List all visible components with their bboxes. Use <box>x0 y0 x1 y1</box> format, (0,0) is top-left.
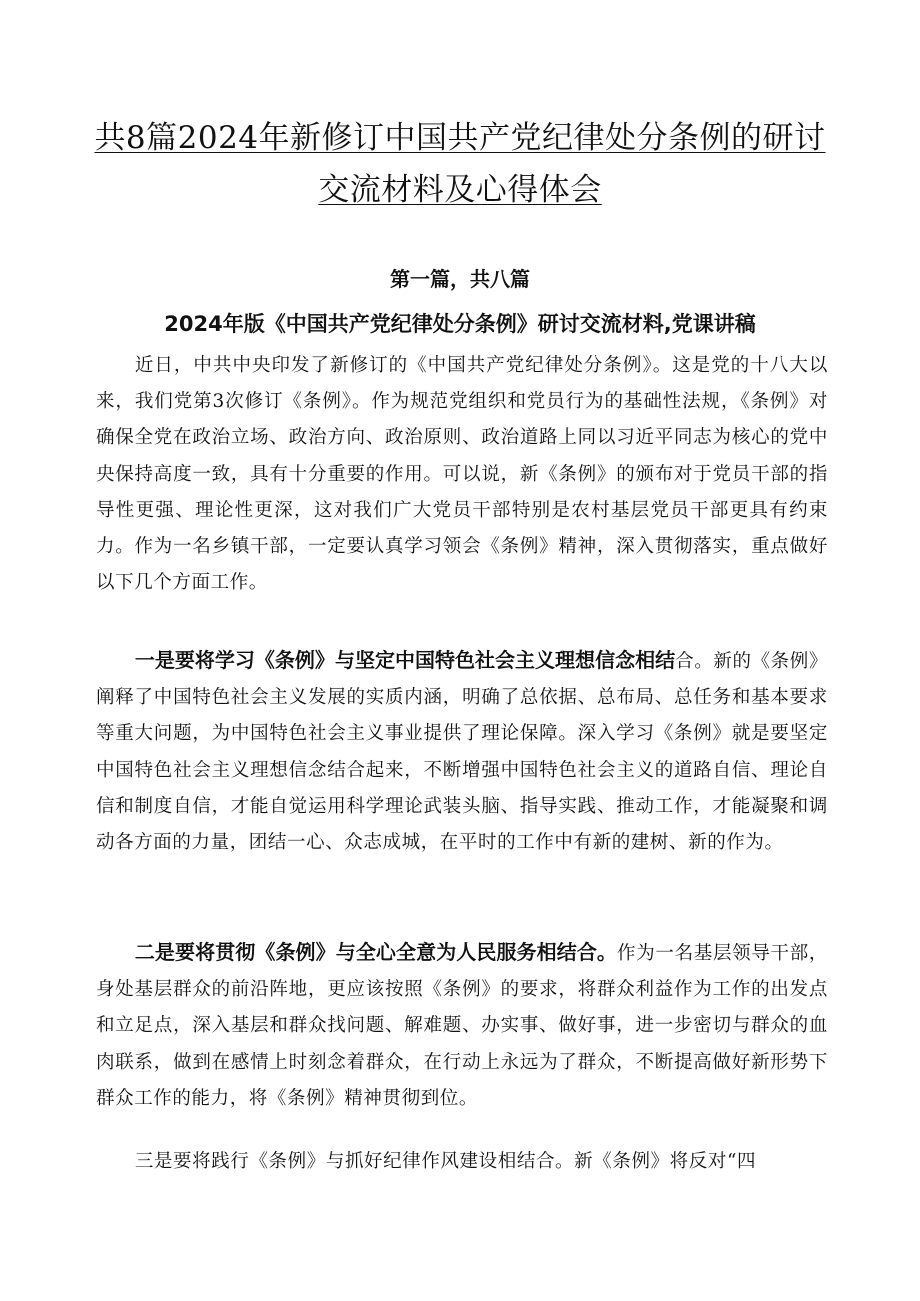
document-subtitle: 2024年版《中国共产党纪律处分条例》研讨交流材料,党课讲稿 <box>164 312 756 336</box>
paragraph-intro <box>96 348 828 601</box>
section-label: 第一篇，共八篇 <box>390 267 530 291</box>
document-title: 共8篇2024年新修订中国共产党纪律处分条例的研讨交流材料及心得体会 <box>94 120 826 208</box>
paragraph-lead: 一是要将学习《条例》与坚定中国特色社会主义理想信念相结 <box>134 648 676 672</box>
paragraph-text: 作为一名基层领导干部，身处基层群众的前沿阵地，更应该按照《条例》的要求，将群众利益作为工作的出发点和立足点，深入基层和群众找问题、解难题、办实事、做好事，进一步密切与群众的血肉联系，做到在感情上时刻念着群众，在行动上永远为了群众，不断提高做好新形势下群众工作的能力，将《条例》精神贯彻到位。 <box>96 943 828 1109</box>
paragraph-lead: 二是要将贯彻《条例》与全心全意为人民服务相结合。 <box>134 940 617 964</box>
paragraph-point-two <box>96 934 828 1117</box>
paragraph-text: 近日，中共中央印发了新修订的《中国共产党纪律处分条例》。这是党的十八大以来，我们党第3次修订《条例》。作为规范党组织和党员行为的基础性法规，《条例》对确保全党在政治立场、政治方向、政治原则、政治道路上同以习近平同志为核心的党中央保持高度一致，具有十分重要的作用。可以说，新《条例》的颁布对于党员干部的指导性更强、理论性更深，这对我们广大党员干部特别是农村基层党员干部更具有约束力。作为一名乡镇干部，一定要认真学习领会《条例》精神，深入贯彻落实，重点做好以下几个方面工作。 <box>96 355 828 594</box>
paragraph-text: 合。新的《条例》阐释了中国特色社会主义发展的实质内涵，明确了总依据、总布局、总任务和基本要求等重大问题，为中国特色社会主义事业提供了理论保障。深入学习《条例》就是要坚定中国特色社会主义理想信念结合起来，不断增强中国特色社会主义的道路自信、理论自信和制度自信，才能自觉运用科学理论武装头脑、指导实践、推动工作，才能凝聚和调动各方面的力量，团结一心、众志成城，在平时的工作中有新的建树、新的作为。 <box>96 651 828 854</box>
paragraph-point-three <box>96 1144 828 1180</box>
paragraph-text: 三是要将践行《条例》与抓好纪律作风建设相结合。新《条例》将反对“四 <box>134 1151 757 1172</box>
paragraph-point-one <box>96 642 828 861</box>
